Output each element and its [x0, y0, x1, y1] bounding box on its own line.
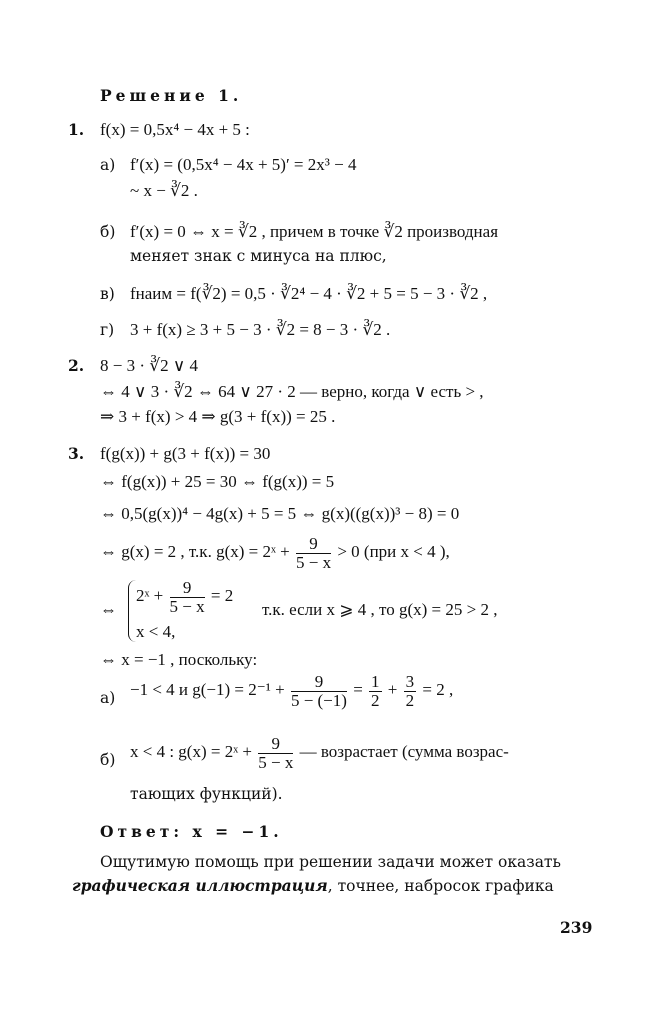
system-eq1-fraction — [170, 579, 205, 616]
fraction-denominator: 2 — [405, 690, 415, 710]
fraction-numerator: 9 — [258, 735, 293, 754]
p3-line4-post: > 0 (при x < 4 ), — [337, 542, 450, 561]
answer: Ответ: x = −1. — [100, 822, 283, 841]
p3-a-plus: + — [387, 680, 398, 699]
p1-a-label: а) — [100, 156, 116, 174]
p3-line4-pre: ⇔ g(x) = 2 , т.к. g(x) = 2ˣ + — [100, 542, 290, 561]
fraction-denominator: 5 − (−1) — [290, 690, 347, 710]
p3-a-line — [130, 670, 453, 710]
p3-line1: f(g(x)) + g(3 + f(x)) = 30 — [100, 444, 271, 463]
p1-b-line1: f′(x) = 0 ⇔ x = ∛2 , причем в точке ∛2 производная — [130, 222, 499, 241]
paragraph-line-2-rest: , точнее, набросок графика — [327, 877, 554, 895]
p1-a-line2: ~ x − ∛2 . — [130, 181, 198, 200]
p1-v-line: fнаим = f(∛2) = 0,5 · ∛2⁴ − 4 · ∛2 + 5 = 5 − 3 · ∛2 , — [130, 284, 488, 303]
paragraph-line-2 — [72, 876, 554, 896]
system-eq2: x < 4, — [136, 622, 176, 641]
p1-v-label: в) — [100, 285, 115, 303]
p3-b-line2: тающих функций). — [130, 785, 283, 803]
p1-function: f(x) = 0,5x⁴ − 4x + 5 : — [100, 120, 250, 139]
p3-a-label: а) — [100, 689, 116, 707]
p3-a-half-2 — [404, 673, 417, 710]
paragraph-line-1: Ощутимую помощь при решении задачи может оказать — [100, 853, 561, 871]
paragraph-emphasis: графическая иллюстрация — [72, 876, 328, 895]
fraction-numerator: 1 — [371, 671, 380, 691]
p3-line2: ⇔ f(g(x)) + 25 = 30 ⇔ f(g(x)) = 5 — [100, 472, 335, 491]
system-arrow: ⇔ — [100, 600, 117, 619]
system-eq1-pre: 2ˣ + — [136, 586, 164, 605]
p3-a-post: = 2 , — [422, 680, 454, 699]
p3-b-line — [130, 732, 509, 772]
p3-line6: ⇔ x = −1 , поскольку: — [100, 650, 258, 669]
p2-line1: 8 − 3 · ∛2 ∨ 4 — [100, 356, 199, 375]
p3-b-label: б) — [100, 751, 116, 769]
p1-g-label: г) — [100, 321, 115, 339]
fraction-numerator: 9 — [296, 535, 331, 554]
p3-a-fraction — [291, 673, 347, 710]
fraction-denominator: 2 — [371, 690, 380, 710]
fraction-denominator: 5 − x — [169, 596, 205, 616]
p3-a-equals: = — [353, 680, 363, 699]
fraction-numerator: 9 — [170, 579, 205, 598]
p1-a-line1: f′(x) = (0,5x⁴ − 4x + 5)′ = 2x³ − 4 — [130, 155, 357, 174]
p3-line3: ⇔ 0,5(g(x))⁴ − 4g(x) + 5 = 5 ⇔ g(x)((g(x))³ − 8) = 0 — [100, 504, 460, 523]
system-eq1 — [136, 576, 233, 616]
solution-heading: Решение 1. — [100, 86, 243, 105]
p2-line2: ⇔ 4 ∨ 3 · ∛2 ⇔ 64 ∨ 27 · 2 — верно, когда ∨ есть > , — [100, 382, 484, 401]
p3-a-half-1 — [369, 673, 382, 710]
system-eq1-post: = 2 — [210, 586, 234, 605]
p3-line4-fraction — [296, 535, 331, 572]
p1-b-label: б) — [100, 223, 116, 241]
p3-b-pre: x < 4 : g(x) = 2ˣ + — [130, 742, 252, 761]
p3-b-post: — возрастает (сумма возрас- — [299, 742, 509, 761]
fraction-denominator: 5 − x — [258, 752, 294, 772]
p3-b-fraction — [258, 735, 293, 772]
p1-b-line2: меняет знак с минуса на плюс, — [130, 247, 387, 265]
fraction-numerator: 9 — [291, 673, 347, 692]
fraction-denominator: 5 − x — [295, 552, 332, 572]
p2-line3: ⇒ 3 + f(x) > 4 ⇒ g(3 + f(x)) = 25 . — [100, 407, 336, 426]
p1-g-line: 3 + f(x) ≥ 3 + 5 − 3 · ∛2 = 8 − 3 · ∛2 . — [130, 320, 391, 339]
item-number-1: 1. — [68, 120, 85, 139]
page-number: 239 — [560, 918, 593, 937]
fraction-numerator: 3 — [405, 671, 415, 691]
item-number-3: 3. — [68, 444, 85, 463]
item-number-2: 2. — [68, 356, 85, 375]
system-note: т.к. если x ⩾ 4 , то g(x) = 25 > 2 , — [262, 600, 498, 619]
p3-a-pre: −1 < 4 и g(−1) = 2⁻¹ + — [130, 680, 285, 699]
p3-line4 — [100, 532, 450, 572]
